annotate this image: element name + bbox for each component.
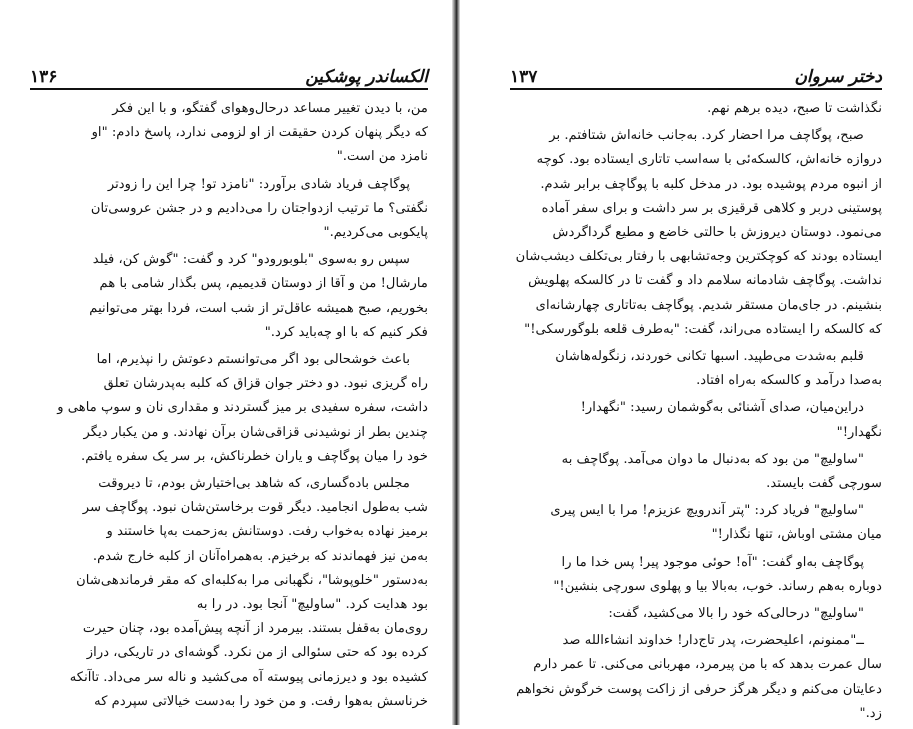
paragraph: صبح، پوگاچف مرا احضار کرد. به‌جانب خانه‌اش شتافتم. بر دروازه خانه‌اش، کالسکه‌ئی با سه‌اسب تاتاری ایستاده بود. کوچه از انبوه مردم پوشیده بود. در مدخل کلبه با پوگاچف برابر شدم. پوستینی دربر و کلاهی قرقیزی بر سر داشت و برای سفر آماده می‌نمود. دوستان دیروزش با حالتی خاضع و مطیع گرداگردش ایستاده بودند که کوچکترین وجه‌تشابهی با رفتار بی‌تکلف دیشب‌شان نداشت. پوگاچف شادمانه سلامم داد و گفت تا در کالسکه پهلویش بنشینم. در جای‌مان مستقر شدیم. پوگاچف به‌تاتاری چهارشانه‌ای که کالسکه را ایستاده می‌راند، گفت: "به‌طرف قلعه بلوگورسکی!" [515, 128, 882, 337]
left-page-number: ۱۳۶ [30, 67, 58, 87]
paragraph: ــ"ممنونم، اعلیحضرت، پدر تاج‌دار! خداوند انشاءالله صد سال عمرت بدهد که با من پیرمرد، مهربانی می‌کنی. تا عمر دارم دعایتان می‌کنم و دیگر هرگز حرفی از زاکت پوست خرگوش نخواهم زد." [516, 633, 882, 721]
paragraph: باعث خوشحالی بود اگر می‌توانستم دعوتش را نپذیرم، اما راه گریزی نبود. دو دختر جوان قزاق که کلبه به‌پدرشان تعلق داشت، سفره سفیدی بر میز گستردند و مقداری نان و سوپ ماهی و چندین بطر از نوشیدنی قزاقی‌شان برآن نهادند. و من یکبار دیگر خود را میان پوگاچف و یاران خطرناکش، بر سر یک سفره یافتم. [57, 352, 428, 464]
paragraph: سپس رو به‌سوی "بلوبورودو" کرد و گفت: "گوش کن، فیلد مارشال! من و آقا از دوستان قدیمیم، پس بگذار شامی با هم بخوریم، صبح همیشه عاقل‌تر از شب است، فردا بهتر می‌توانیم فکر کنیم که با او چه‌باید کرد." [89, 252, 428, 340]
left-page [0, 0, 452, 725]
paragraph: "ساولیچ" درحالی‌که خود را بالا می‌کشید، گفت: [608, 606, 864, 622]
paragraph: پوگاچف به‌او گفت: "آه! حوئی موجود پیر! پس خدا ما را دوباره به‌هم رساند. خوب، به‌بالا بیا و پهلوی سورچی بنشین!" [553, 554, 882, 594]
left-page-body [30, 97, 428, 717]
right-page-body [510, 97, 882, 729]
right-page-running-title: دختر سروان [794, 67, 882, 87]
right-page-header [510, 64, 882, 90]
left-page-running-title: الکساندر پوشکین [305, 67, 428, 87]
paragraph: "ساولیچ" فریاد کرد: "پتر آندرویچ عزیزم! مرا با ایس پیری میان مشتی اوباش، تنها نگذار!" [550, 503, 882, 543]
paragraph: قلبم به‌شدت می‌طپید. اسبها تکانی خوردند، زنگوله‌هاشان به‌صدا درآمد و کالسکه به‌راه افتاد. [555, 349, 882, 389]
paragraph: پوگاچف فریاد شادی برآورد: "نامزد تو! چرا این را زودتر نگفتی؟ ما ترتیب ازدواجتان را می‌دادیم و در جشن عروسی‌تان پایکوبی می‌کردیم." [90, 176, 428, 241]
book-gutter [452, 0, 460, 725]
paragraph: "ساولیچ" من بود که به‌دنبال ما دوان می‌آمد. پوگاچف به سورچی گفت بایستد. [561, 451, 882, 492]
right-page-number: ۱۳۷ [510, 67, 538, 87]
paragraph: مجلس باده‌گساری، که شاهد بی‌اختیارش بودم، تا دیروقت شب به‌طول انجامید. دیگر قوت برخاستن‌شان نبود. پوگاچف سر برمیز نهاده به‌خواب رفت. دوستانش به‌زحمت به‌پا خاستند و به‌من نیز فهماندند که برخیزم. به‌همراه‌آنان از کلبه خارج شدم. به‌دستور "خلوپوشا"، نگهبانی مرا به‌کلبه‌ای که مقر فرماندهی‌شان بود هدایت کرد. "ساولیچ" آنجا بود. در را به روی‌مان به‌قفل بستند. بیرمرد از آنچه پیش‌آمده بود، چنان حیرت کرده بود که حتی سئوالی از من نکرد. گوشه‌ای در تاریکی، دراز کشیده بود و دیرزمانی پیوسته آه می‌کشید و ناله سر می‌داد. تا‌آنکه خرناسش به‌هوا رفت. و من خود را به‌دست خیالاتی سپردم که [69, 476, 428, 709]
paragraph: من، با دیدن تغییر مساعد درحال‌وهوای گفتگو، و با این فکر که دیگر پنهان کردن حقیقت از او لزومی ندارد، پاسخ دادم: "او نامزد من است." [91, 101, 428, 165]
paragraph: دراین‌میان، صدای آشنائی به‌گوشمان رسید: "نگهدار! نگهدار!" [580, 400, 882, 440]
paragraph: نگذاشت تا صبح، دیده برهم نهم. [707, 101, 882, 116]
right-page [460, 0, 913, 725]
left-page-header [30, 64, 428, 90]
